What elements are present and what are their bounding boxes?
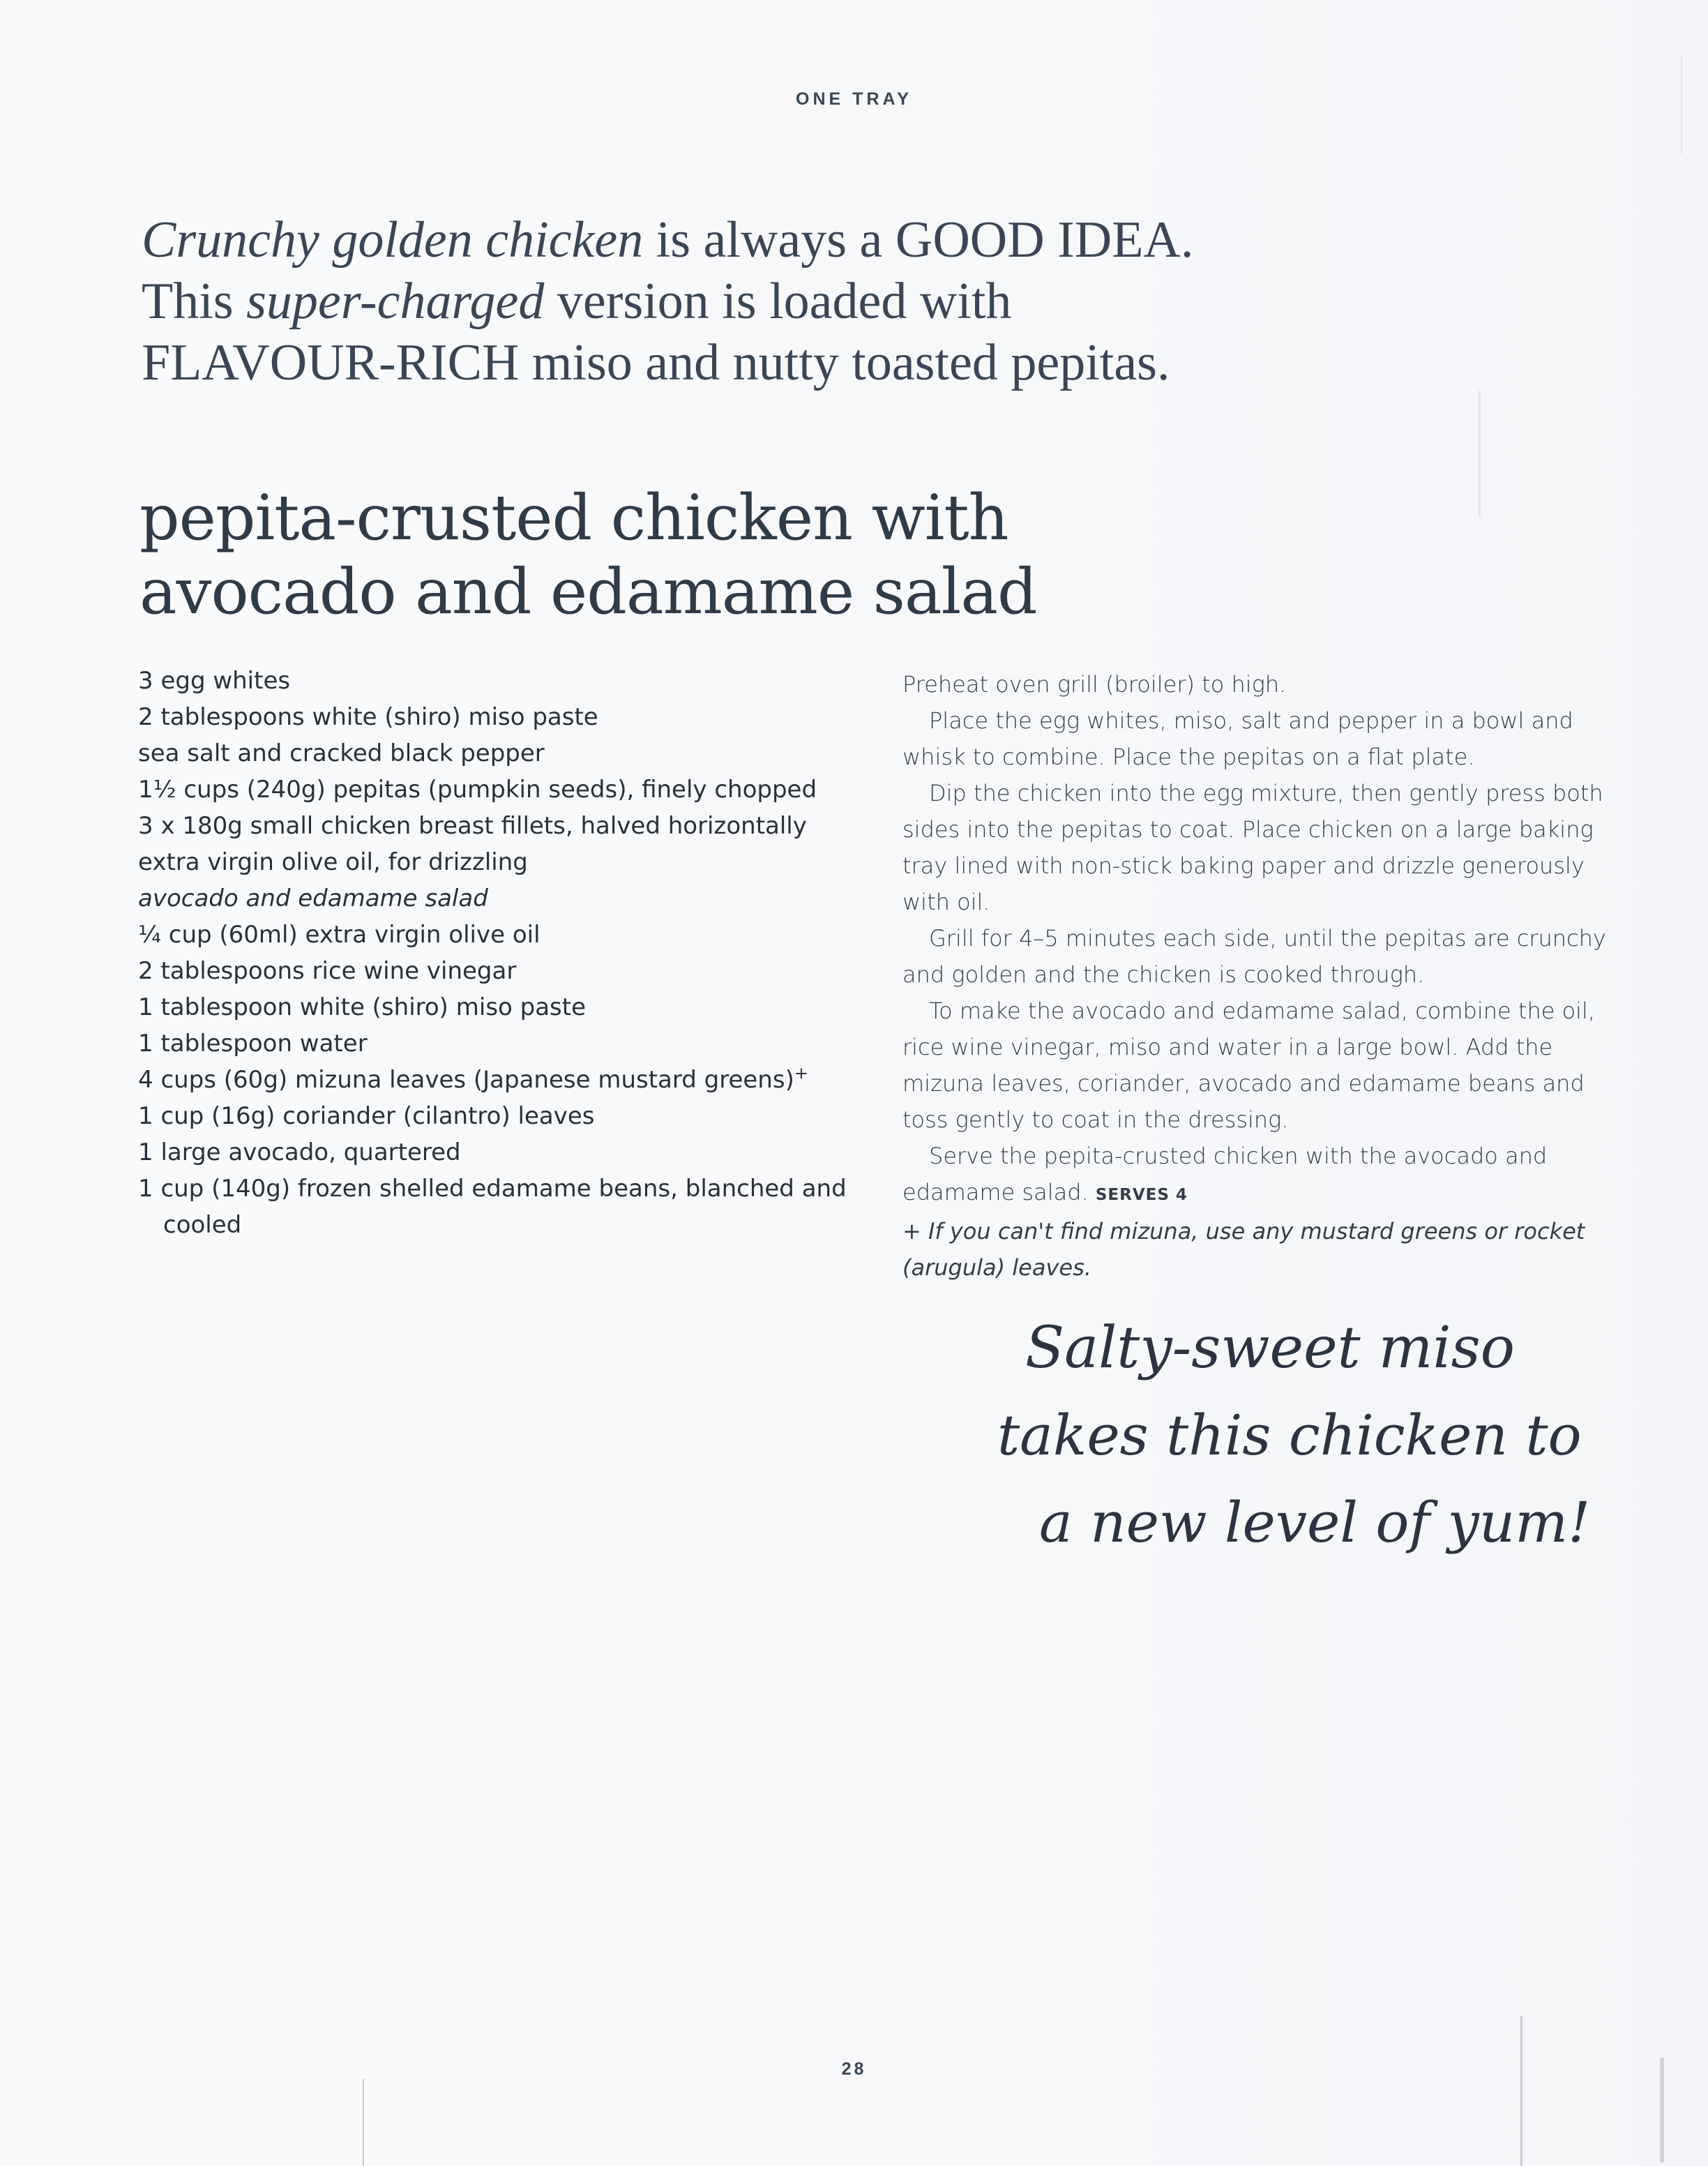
- ingredient-text: 2 tablespoons white (shiro) miso paste: [138, 703, 598, 731]
- method-step: Place the egg whites, miso, salt and pepper in a bowl and whisk to combine. Place the pepitas on a flat plate.: [902, 707, 1573, 770]
- page-number: 28: [841, 2059, 867, 2079]
- intro-part: Crunchy golden chicken: [142, 211, 644, 269]
- ingredient-text: 1 tablespoon water: [138, 1030, 368, 1058]
- method-section: [902, 666, 1621, 1286]
- ingredient-item: [138, 844, 891, 880]
- ingredient-item: [138, 772, 891, 808]
- method-step: Grill for 4–5 minutes each side, until the pepitas are crunchy and golden and the chicken is cooked through.: [902, 925, 1606, 988]
- ingredient-text: 1½ cups (240g) pepitas (pumpkin seeds), finely chopped: [138, 776, 817, 804]
- section-label: ONE TRAY: [796, 89, 912, 109]
- ingredient-text: sea salt and cracked black pepper: [138, 739, 545, 767]
- ingredient-text: 2 tablespoons rice wine vinegar: [138, 957, 517, 985]
- ingredient-text: 3 egg whites: [138, 667, 291, 695]
- footnote-marker: +: [794, 1063, 808, 1083]
- ingredient-text: 3 x 180g small chicken breast fillets, halved horizontally: [138, 812, 807, 840]
- handwritten-line: Salty-sweet miso: [1025, 1315, 1516, 1381]
- ingredient-item: [138, 808, 891, 844]
- ingredient-item: [138, 917, 891, 953]
- paper-streak: [1479, 391, 1481, 516]
- ingredient-item: [138, 663, 891, 699]
- ingredient-item: [138, 1171, 891, 1243]
- ingredient-item: [138, 953, 891, 989]
- handwritten-line: takes this chicken to: [997, 1403, 1582, 1468]
- ingredient-text: 1 large avocado, quartered: [138, 1138, 461, 1166]
- method-step-final: [902, 1138, 1621, 1213]
- ingredient-item: [138, 699, 891, 735]
- ingredient-subheading: [138, 880, 891, 917]
- ingredient-text: 1 cup (16g) coriander (cilantro) leaves: [138, 1102, 595, 1130]
- ingredient-item: [138, 989, 891, 1025]
- ingredient-item: [138, 1025, 891, 1062]
- ingredient-item: [138, 1134, 891, 1171]
- ingredient-text: 1 cup (140g) frozen shelled edamame beans, blanched and cooled: [138, 1175, 847, 1239]
- recipe-title: pepita-crusted chicken with avocado and edamame salad: [139, 481, 1037, 629]
- paper-streak: [1520, 2016, 1522, 2166]
- paper-streak: [363, 2079, 364, 2166]
- ingredient-text: ¼ cup (60ml) extra virgin olive oil: [138, 921, 541, 949]
- ingredient-text: 4 cups (60g) mizuna leaves (Japanese mustard greens): [138, 1066, 794, 1094]
- handwritten-note: [997, 1291, 1653, 1597]
- ingredient-subheading-text: avocado and edamame salad: [138, 885, 488, 912]
- ingredient-text: extra virgin olive oil, for drizzling: [138, 848, 528, 876]
- ingredient-item: [138, 1062, 891, 1098]
- ingredient-item: [138, 1098, 891, 1134]
- intro-paragraph: [142, 209, 1257, 393]
- ingredient-item: [138, 735, 891, 772]
- intro-part: version is loaded with FLAVOUR-RICH miso and nutty toasted pepitas.: [142, 273, 1170, 391]
- serves-label: SERVES 4: [1095, 1186, 1188, 1204]
- method-step: Serve the pepita-crusted chicken with the avocado and edamame salad.: [902, 1143, 1548, 1205]
- footnote: + If you can't find mizuna, use any mustard greens or rocket (arugula) leaves.: [902, 1218, 1585, 1281]
- method-step: To make the avocado and edamame salad, combine the oil, rice wine vinegar, miso and water in a large bowl. Add the mizuna leaves, coriander, avocado and edamame beans and toss gently to coat in the dressing.: [902, 998, 1596, 1133]
- method-step: Dip the chicken into the egg mixture, then gently press both sides into the pepitas to coat. Place chicken on a large baking tray lined with non-stick baking paper and drizzle generously with oil.: [902, 780, 1603, 915]
- handwritten-line: a new level of yum!: [1039, 1490, 1591, 1555]
- intro-part: is always a GOOD IDEA. This: [142, 211, 1194, 330]
- ingredient-text: 1 tablespoon white (shiro) miso paste: [138, 993, 587, 1021]
- ingredients-list: [138, 663, 891, 1243]
- method-step: Preheat oven grill (broiler) to high.: [902, 671, 1287, 698]
- intro-part: super-charged: [246, 273, 545, 330]
